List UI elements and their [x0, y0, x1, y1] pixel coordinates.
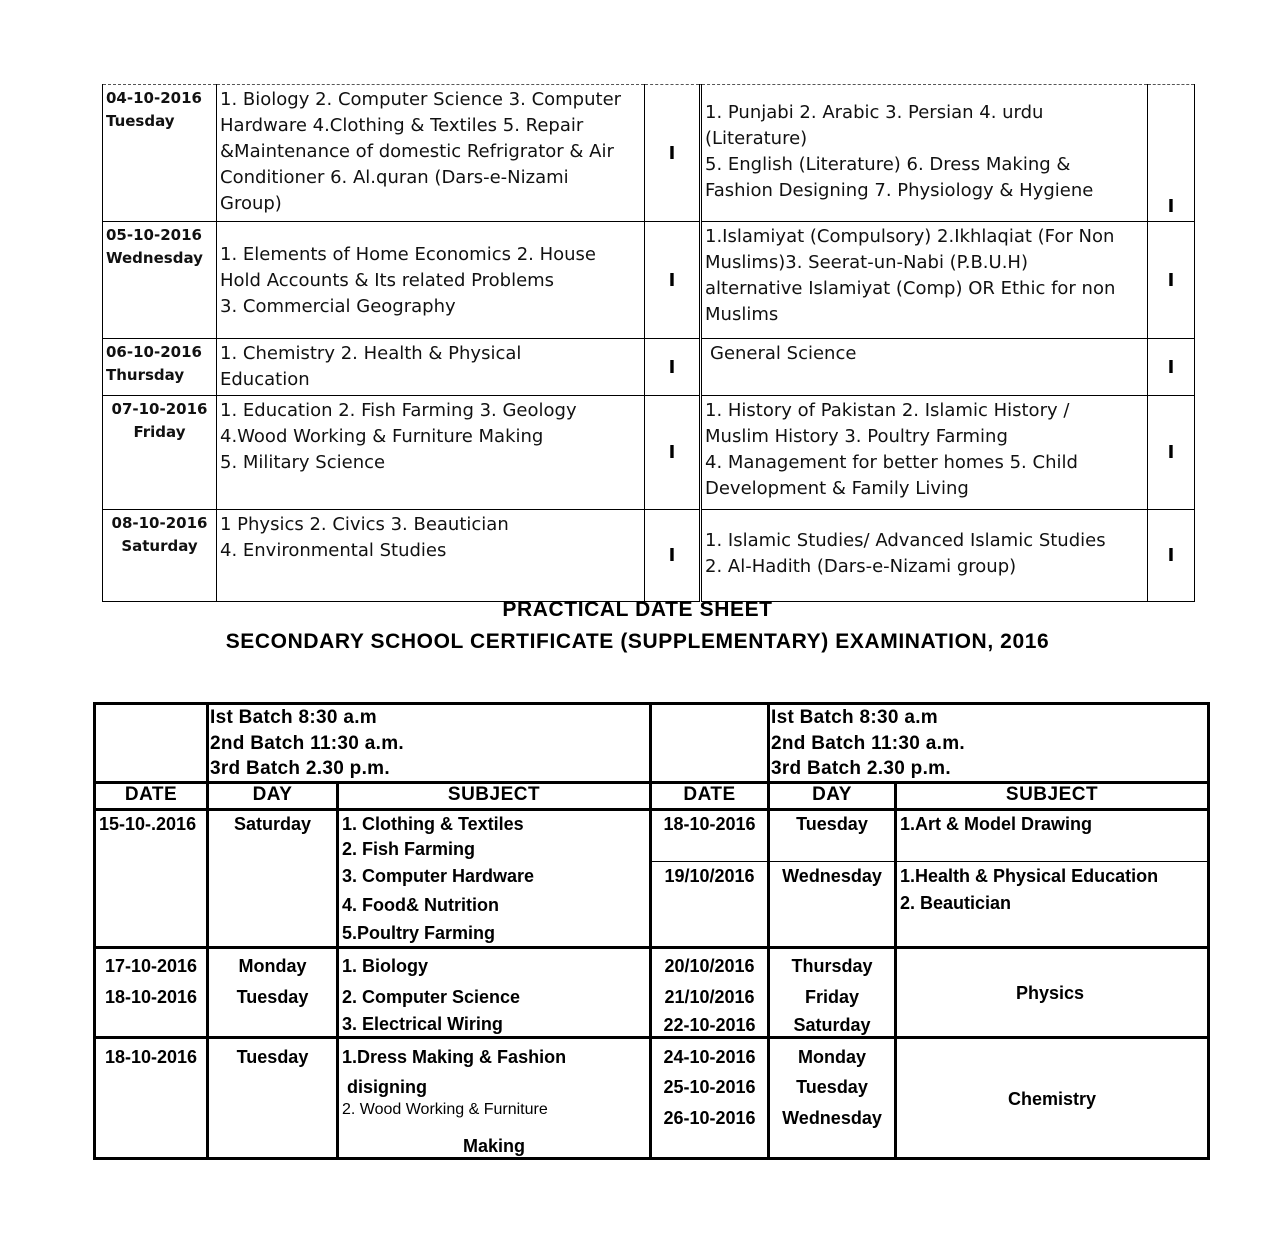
subject-item: 1.Dress Making & Fashion	[342, 1047, 567, 1067]
subject-item: 1. Biology	[342, 956, 429, 976]
subject-item: Chemistry	[1007, 1089, 1097, 1109]
subject-item: 3. Electrical Wiring	[342, 1014, 503, 1034]
session-mark: I	[1148, 339, 1195, 396]
session-mark: I	[645, 222, 700, 339]
day-header: DAY	[812, 784, 852, 805]
subjects-cell: 1. Biology 2. Computer Science 3. Computer Hardware 4.Clothing & Textiles 5. Repair &Maintenance of domestic Refrigrator & Air Conditioner 6. Al.quran (Dars-e-Nizami Group)	[217, 85, 645, 222]
subject-item: 3. Computer Hardware	[342, 866, 535, 886]
subjects-cell: 1. Islamic Studies/ Advanced Islamic Studies 2. Al-Hadith (Dars-e-Nizami group)	[702, 510, 1148, 602]
date-header: DATE	[683, 784, 736, 805]
subjects-cell: 1.Islamiyat (Compulsory) 2.Ikhlaqiat (For Non Muslims)3. Seerat-un-Nabi (P.B.U.H) alternative Islamiyat (Comp) OR Ethic for non Muslims	[702, 222, 1148, 339]
exam-day: Monday	[238, 956, 307, 976]
session-mark: I	[1148, 222, 1195, 339]
batch-time: 3rd Batch 2.30 p.m.	[210, 758, 390, 779]
exam-day: Wednesday	[782, 866, 882, 886]
date-cell: 06-10-2016 Thursday	[103, 339, 217, 396]
exam-date: 18-10-2016	[104, 987, 198, 1007]
session-mark: I	[645, 85, 700, 222]
subject-item: 1.Art & Model Drawing	[900, 814, 1093, 834]
session-mark: I	[1148, 510, 1195, 602]
date-header: DATE	[124, 784, 178, 805]
date-cell: 05-10-2016 Wednesday	[103, 222, 217, 339]
batch-time: Ist Batch 8:30 a.m	[210, 707, 377, 728]
exam-date: 17-10-2016	[104, 956, 198, 976]
subject-item: 1. Clothing & Textiles	[342, 814, 524, 834]
subjects-cell: 1. Education 2. Fish Farming 3. Geology 4.Wood Working & Furniture Making 5. Military Science	[217, 396, 645, 510]
theory-row	[103, 510, 1195, 602]
exam-date: 25-10-2016	[663, 1077, 756, 1097]
exam-day: Tuesday	[236, 987, 309, 1007]
theory-row	[103, 396, 1195, 510]
exam-date: 26-10-2016	[663, 1108, 756, 1128]
day-header: DAY	[252, 784, 293, 805]
subject-item: 1.Health & Physical Education	[900, 866, 1159, 886]
subject-item: Making	[462, 1136, 525, 1156]
theory-row	[103, 222, 1195, 339]
exam-day: Friday	[804, 987, 860, 1007]
exam-date: 21/10/2016	[664, 987, 755, 1007]
subject-item: 2. Wood Working & Furniture	[342, 1101, 548, 1118]
date-cell: 08-10-2016 Saturday	[103, 510, 217, 602]
batch-time: Ist Batch 8:30 a.m	[771, 707, 938, 728]
exam-day: Saturday	[233, 814, 312, 834]
subject-header: SUBJECT	[1005, 784, 1099, 805]
subject-item: 2. Beautician	[900, 893, 1012, 913]
subject-header: SUBJECT	[447, 784, 541, 805]
exam-day: Tuesday	[236, 1047, 309, 1067]
subject-item: 2. Fish Farming	[342, 839, 476, 859]
subjects-cell: 1. Elements of Home Economics 2. House Hold Accounts & Its related Problems 3. Commercial Geography	[217, 222, 645, 339]
exam-day: Tuesday	[796, 814, 868, 834]
examination-subtitle: SECONDARY SCHOOL CERTIFICATE (SUPPLEMENTARY) EXAMINATION, 2016	[225, 630, 1050, 653]
session-mark: I	[1148, 85, 1195, 222]
subjects-cell: 1. Punjabi 2. Arabic 3. Persian 4. urdu (Literature) 5. English (Literature) 6. Dress Making & Fashion Designing 7. Physiology & Hygiene	[702, 85, 1148, 222]
subject-item: 5.Poultry Farming	[342, 923, 496, 943]
batch-time: 2nd Batch 11:30 a.m.	[210, 733, 404, 754]
exam-date: 20/10/2016	[664, 956, 755, 976]
session-mark: I	[645, 510, 700, 602]
date-cell: 07-10-2016 Friday	[103, 396, 217, 510]
exam-day: Tuesday	[796, 1077, 868, 1097]
subjects-cell: 1 Physics 2. Civics 3. Beautician 4. Environmental Studies	[217, 510, 645, 602]
subject-item: Physics	[1015, 983, 1085, 1003]
subject-item: 2. Computer Science	[342, 987, 521, 1007]
exam-date: 15-10-.2016	[99, 814, 197, 834]
session-mark: I	[1148, 396, 1195, 510]
exam-date: 18-10-2016	[663, 814, 756, 834]
exam-day: Wednesday	[782, 1108, 882, 1128]
exam-day: Thursday	[791, 956, 873, 976]
theory-row	[103, 339, 1195, 396]
exam-day: Monday	[797, 1047, 866, 1067]
batch-time: 3rd Batch 2.30 p.m.	[771, 758, 951, 779]
practical-date-sheet-table	[93, 702, 1210, 1160]
date-cell: 04-10-2016 Tuesday	[103, 85, 217, 222]
exam-date: 19/10/2016	[664, 866, 755, 886]
subject-item: disigning	[342, 1077, 427, 1097]
exam-date: 22-10-2016	[663, 1015, 756, 1035]
subjects-cell: 1. History of Pakistan 2. Islamic History / Muslim History 3. Poultry Farming 4. Management for better homes 5. Child Development & Family Living	[702, 396, 1148, 510]
batch-time: 2nd Batch 11:30 a.m.	[771, 733, 965, 754]
subjects-cell: General Science	[702, 339, 1148, 396]
subjects-cell: 1. Chemistry 2. Health & Physical Education	[217, 339, 645, 396]
session-mark: I	[645, 339, 700, 396]
exam-date: 24-10-2016	[663, 1047, 756, 1067]
theory-row	[103, 85, 1195, 222]
theory-date-sheet-table	[102, 84, 1195, 602]
session-mark: I	[645, 396, 700, 510]
subject-item: 4. Food& Nutrition	[342, 895, 499, 915]
exam-day: Saturday	[793, 1015, 871, 1035]
exam-date: 18-10-2016	[104, 1047, 198, 1067]
practical-date-sheet-title: PRACTICAL DATE SHEET	[502, 598, 773, 621]
